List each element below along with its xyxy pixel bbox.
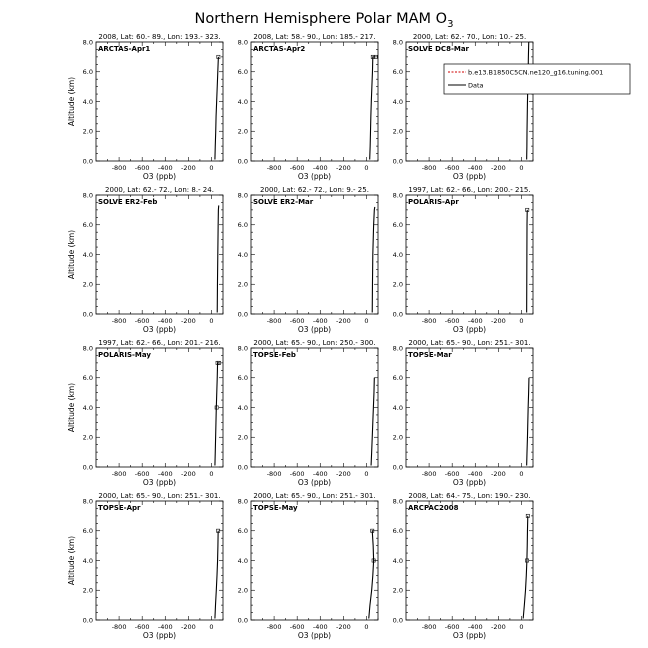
x-tick-label: -800	[111, 317, 127, 325]
x-tick-label: -200	[180, 317, 196, 325]
x-tick-label: -400	[157, 623, 173, 631]
plot-frame	[406, 348, 533, 467]
x-tick-label: 0	[364, 470, 369, 478]
chart-panel-7	[67, 339, 223, 487]
x-tick-label: -600	[289, 317, 305, 325]
x-tick-label: -200	[490, 623, 506, 631]
y-tick-label: 2.0	[392, 127, 403, 136]
data-profile-line	[215, 363, 219, 466]
y-tick-label: 0.0	[82, 157, 93, 166]
campaign-label: ARCTAS-Apr2	[253, 45, 306, 53]
chart-panel-6	[393, 186, 533, 334]
y-tick-label: 8.0	[82, 38, 93, 47]
x-tick-label: 0	[519, 623, 524, 631]
y-tick-label: 4.0	[392, 403, 403, 412]
x-tick-label: 0	[519, 317, 524, 325]
panel-header: 2008, Lat: 64.- 75., Lon: 190.- 230.	[408, 492, 531, 500]
x-tick-label: -200	[180, 623, 196, 631]
y-tick-label: 0.0	[237, 463, 248, 472]
legend	[444, 64, 630, 94]
x-tick-label: -400	[467, 470, 483, 478]
y-tick-label: 8.0	[82, 497, 93, 506]
y-tick-label: 6.0	[82, 221, 93, 230]
y-tick-label: 8.0	[82, 191, 93, 200]
y-tick-label: 0.0	[392, 157, 403, 166]
plot-frame	[406, 195, 533, 314]
y-axis-label: Altitude (km)	[67, 382, 76, 433]
x-tick-label: -600	[134, 164, 150, 172]
x-tick-label: -600	[444, 623, 460, 631]
x-axis-label: O3 (ppb)	[297, 631, 332, 640]
x-tick-label: -600	[444, 164, 460, 172]
chart-panel-8	[238, 339, 378, 487]
x-tick-label: -800	[421, 623, 437, 631]
x-axis-label: O3 (ppb)	[142, 325, 177, 334]
panel-header: 1997, Lat: 62.- 66., Lon: 201.- 216.	[98, 339, 221, 347]
y-axis-label: Altitude (km)	[67, 76, 76, 127]
y-tick-label: 8.0	[237, 344, 248, 353]
x-tick-label: -200	[490, 470, 506, 478]
x-tick-label: -600	[444, 317, 460, 325]
x-tick-label: -200	[490, 164, 506, 172]
x-tick-label: -600	[134, 317, 150, 325]
panel-header: 2000, Lat: 62.- 72., Lon: 8.- 24.	[105, 186, 214, 194]
x-tick-label: 0	[519, 470, 524, 478]
y-tick-label: 6.0	[237, 68, 248, 77]
y-tick-label: 6.0	[392, 221, 403, 230]
plot-frame	[251, 42, 378, 161]
chart-panel-3	[393, 33, 630, 181]
campaign-label: SOLVE ER2-Mar	[253, 198, 314, 206]
x-axis-label: O3 (ppb)	[452, 172, 487, 181]
x-axis-label: O3 (ppb)	[297, 172, 332, 181]
campaign-label: TOPSE-May	[253, 504, 298, 512]
x-tick-label: 0	[209, 164, 214, 172]
y-tick-label: 2.0	[392, 280, 403, 289]
y-tick-label: 6.0	[237, 221, 248, 230]
x-tick-label: -800	[421, 317, 437, 325]
x-tick-label: -200	[335, 164, 351, 172]
x-tick-label: -600	[134, 470, 150, 478]
campaign-label: SOLVE DC8-Mar	[408, 45, 469, 53]
y-tick-label: 4.0	[82, 250, 93, 259]
y-tick-label: 4.0	[82, 97, 93, 106]
y-tick-label: 0.0	[82, 616, 93, 625]
x-tick-label: -600	[444, 470, 460, 478]
y-tick-label: 2.0	[392, 586, 403, 595]
panel-grid	[67, 33, 630, 640]
x-tick-label: 0	[364, 317, 369, 325]
campaign-label: POLARIS-Apr	[408, 198, 459, 206]
x-axis-label: O3 (ppb)	[142, 172, 177, 181]
data-profile-line	[372, 207, 375, 313]
data-profile-line	[523, 516, 528, 619]
x-tick-label: -800	[111, 164, 127, 172]
panel-header: 2000, Lat: 62.- 70., Lon: 10.- 25.	[412, 33, 527, 41]
plot-frame	[251, 501, 378, 620]
data-profile-line	[217, 205, 219, 312]
y-tick-label: 2.0	[237, 280, 248, 289]
campaign-label: ARCTAS-Apr1	[98, 45, 151, 53]
x-tick-label: -600	[289, 623, 305, 631]
x-axis-label: O3 (ppb)	[297, 325, 332, 334]
x-tick-label: 0	[209, 470, 214, 478]
x-tick-label: -400	[312, 470, 328, 478]
campaign-label: SOLVE ER2-Feb	[98, 198, 158, 206]
x-tick-label: -800	[266, 623, 282, 631]
x-tick-label: -200	[335, 623, 351, 631]
campaign-label: POLARIS-May	[98, 351, 151, 359]
panel-header: 2000, Lat: 62.- 72., Lon: 9.- 25.	[260, 186, 369, 194]
y-tick-label: 6.0	[82, 527, 93, 536]
data-profile-line	[215, 57, 218, 160]
x-tick-label: -800	[111, 470, 127, 478]
x-axis-label: O3 (ppb)	[452, 325, 487, 334]
x-tick-label: -400	[157, 317, 173, 325]
data-profile-line	[215, 531, 218, 619]
legend-model-label: b.e13.B1850C5CN.ne120_g16.tuning.001	[468, 68, 604, 77]
x-tick-label: -200	[180, 470, 196, 478]
panel-header: 2000, Lat: 65.- 90., Lon: 251.- 301.	[253, 492, 376, 500]
x-tick-label: -400	[157, 470, 173, 478]
data-profile-line	[369, 531, 374, 619]
campaign-label: TOPSE-Apr	[98, 504, 141, 512]
plot-frame	[406, 42, 533, 161]
x-tick-label: 0	[209, 317, 214, 325]
x-tick-label: -400	[312, 317, 328, 325]
x-axis-label: O3 (ppb)	[142, 478, 177, 487]
x-tick-label: -800	[421, 164, 437, 172]
y-tick-label: 4.0	[237, 556, 248, 565]
y-tick-label: 2.0	[82, 433, 93, 442]
y-tick-label: 6.0	[392, 527, 403, 536]
y-tick-label: 8.0	[82, 344, 93, 353]
campaign-label: ARCPAC2008	[408, 504, 459, 512]
panel-header: 2000, Lat: 65.- 90., Lon: 251.- 301.	[408, 339, 531, 347]
y-axis-label: Altitude (km)	[67, 535, 76, 586]
x-tick-label: -400	[467, 623, 483, 631]
plot-frame	[96, 348, 223, 467]
x-axis-label: O3 (ppb)	[452, 478, 487, 487]
x-tick-label: -600	[289, 164, 305, 172]
y-tick-label: 4.0	[392, 556, 403, 565]
chart-panel-4	[67, 186, 223, 334]
y-tick-label: 8.0	[392, 38, 403, 47]
y-tick-label: 8.0	[392, 344, 403, 353]
y-tick-label: 4.0	[237, 403, 248, 412]
y-tick-label: 6.0	[392, 68, 403, 77]
y-tick-label: 8.0	[237, 497, 248, 506]
chart-panel-5	[238, 186, 378, 334]
data-profile-line	[527, 378, 529, 466]
x-tick-label: -400	[157, 164, 173, 172]
y-tick-label: 8.0	[237, 191, 248, 200]
campaign-label: TOPSE-Mar	[408, 351, 452, 359]
chart-panel-10	[67, 492, 223, 640]
y-tick-label: 2.0	[392, 433, 403, 442]
x-tick-label: -800	[266, 164, 282, 172]
y-tick-label: 0.0	[392, 616, 403, 625]
y-tick-label: 6.0	[82, 374, 93, 383]
x-tick-label: -200	[335, 470, 351, 478]
y-tick-label: 8.0	[392, 497, 403, 506]
figure-title	[195, 11, 454, 30]
y-tick-label: 8.0	[237, 38, 248, 47]
y-tick-label: 0.0	[392, 310, 403, 319]
chart-panel-1	[67, 33, 223, 181]
x-tick-label: 0	[209, 623, 214, 631]
x-tick-label: -200	[335, 317, 351, 325]
plot-frame	[251, 348, 378, 467]
x-tick-label: -800	[421, 470, 437, 478]
y-tick-label: 2.0	[82, 586, 93, 595]
y-tick-label: 4.0	[237, 97, 248, 106]
y-tick-label: 0.0	[82, 310, 93, 319]
figure-title-subscript: 3	[447, 19, 454, 30]
y-tick-label: 0.0	[237, 616, 248, 625]
x-tick-label: 0	[364, 164, 369, 172]
x-tick-label: -200	[180, 164, 196, 172]
y-tick-label: 4.0	[82, 403, 93, 412]
y-tick-label: 6.0	[237, 527, 248, 536]
data-profile-line	[371, 378, 374, 466]
figure-title-text: Northern Hemisphere Polar MAM O	[194, 11, 448, 27]
panel-header: 1997, Lat: 62.- 66., Lon: 200.- 215.	[408, 186, 531, 194]
x-tick-label: -400	[467, 317, 483, 325]
plot-frame	[96, 501, 223, 620]
y-tick-label: 4.0	[392, 250, 403, 259]
x-tick-label: -800	[111, 623, 127, 631]
y-tick-label: 0.0	[237, 310, 248, 319]
x-tick-label: -400	[467, 164, 483, 172]
y-tick-label: 6.0	[237, 374, 248, 383]
y-tick-label: 2.0	[82, 127, 93, 136]
y-tick-label: 2.0	[237, 433, 248, 442]
legend-data-label: Data	[468, 81, 484, 90]
x-tick-label: -800	[266, 470, 282, 478]
x-tick-label: -600	[134, 623, 150, 631]
y-tick-label: 4.0	[237, 250, 248, 259]
chart-panel-9	[393, 339, 533, 487]
campaign-label: TOPSE-Feb	[253, 351, 296, 359]
y-tick-label: 6.0	[392, 374, 403, 383]
x-tick-label: 0	[519, 164, 524, 172]
plot-frame	[96, 195, 223, 314]
x-tick-label: -400	[312, 164, 328, 172]
x-tick-label: -400	[312, 623, 328, 631]
plot-frame	[251, 195, 378, 314]
y-axis-label: Altitude (km)	[67, 229, 76, 280]
x-tick-label: -200	[490, 317, 506, 325]
plot-frame	[406, 501, 533, 620]
x-axis-label: O3 (ppb)	[297, 478, 332, 487]
data-profile-line	[527, 210, 528, 313]
y-tick-label: 2.0	[237, 127, 248, 136]
y-tick-label: 4.0	[82, 556, 93, 565]
y-tick-label: 6.0	[82, 68, 93, 77]
x-tick-label: -800	[266, 317, 282, 325]
y-tick-label: 2.0	[82, 280, 93, 289]
chart-panel-11	[238, 492, 378, 640]
y-tick-label: 0.0	[237, 157, 248, 166]
x-tick-label: -600	[289, 470, 305, 478]
plot-frame	[96, 42, 223, 161]
data-profile-line	[527, 42, 529, 160]
y-tick-label: 8.0	[392, 191, 403, 200]
y-tick-label: 2.0	[237, 586, 248, 595]
panel-header: 2008, Lat: 60.- 89., Lon: 193.- 323.	[98, 33, 221, 41]
panel-header: 2000, Lat: 65.- 90., Lon: 250.- 300.	[253, 339, 376, 347]
x-axis-label: O3 (ppb)	[452, 631, 487, 640]
x-tick-label: 0	[364, 623, 369, 631]
y-tick-label: 4.0	[392, 97, 403, 106]
chart-panel-12	[393, 492, 533, 640]
panel-header: 2008, Lat: 58.- 90., Lon: 185.- 217.	[253, 33, 376, 41]
chart-panel-2	[238, 33, 378, 181]
y-tick-label: 0.0	[392, 463, 403, 472]
y-tick-label: 0.0	[82, 463, 93, 472]
x-axis-label: O3 (ppb)	[142, 631, 177, 640]
panel-header: 2000, Lat: 65.- 90., Lon: 251.- 301.	[98, 492, 221, 500]
data-profile-line	[370, 57, 376, 160]
